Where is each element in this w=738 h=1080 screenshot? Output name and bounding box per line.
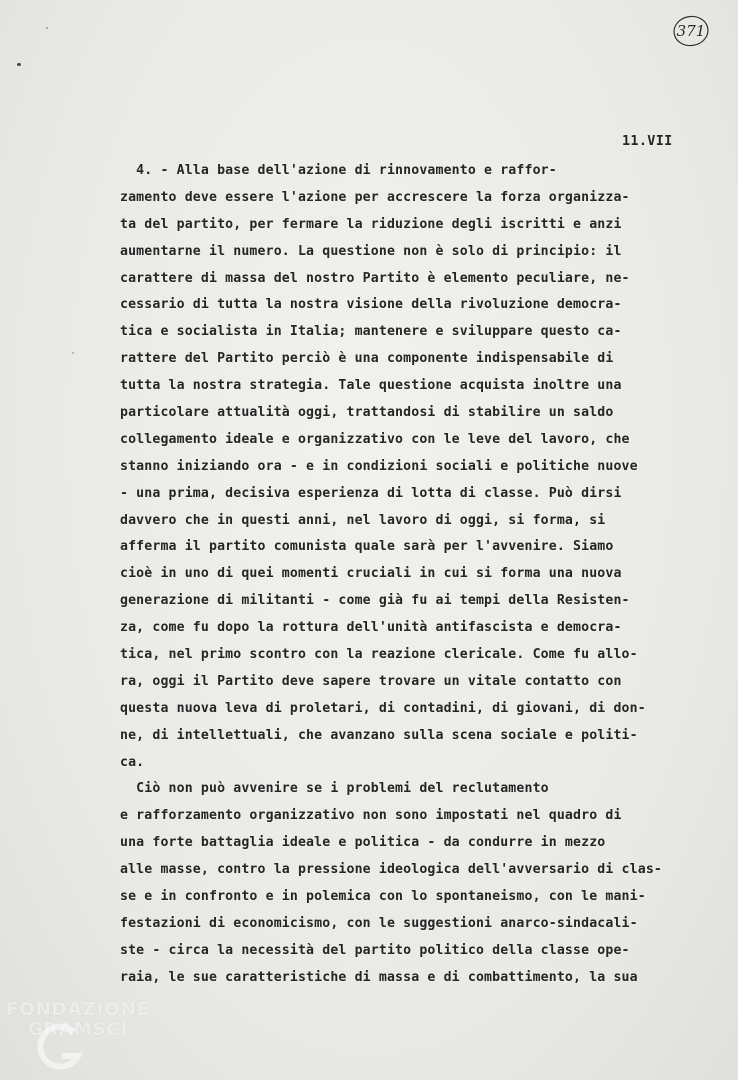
text-line: tica e socialista in Italia; mantenere e sviluppare questo ca-: [120, 324, 622, 340]
text-line: ca.: [120, 754, 145, 770]
text-line: raia, le sue caratteristiche di massa e di combattimento, la sua: [120, 969, 638, 985]
paper-speck: [46, 27, 48, 29]
text-line: 4. - Alla base dell'azione di rinnovamento e raffor-: [120, 163, 557, 178]
text-line: ste - circa la necessità del partito politico della classe ope-: [120, 942, 630, 958]
paper-speck: [17, 63, 21, 66]
watermark-line-2: GRAMSCI: [28, 1019, 129, 1040]
text-line: festazioni di economicismo, con le suggestioni anarco-sindacali-: [120, 915, 638, 931]
text-line: za, come fu dopo la rottura dell'unità antifascista e democra-: [120, 620, 622, 636]
archive-number-text: 371: [676, 22, 706, 40]
text-line: particolare attualità oggi, trattandosi di stabilire un saldo: [120, 405, 614, 421]
text-line: ne, di intellettuali, che avanzano sulla scena sociale e politi-: [120, 727, 638, 743]
text-line: se e in confronto e in polemica con lo spontaneismo, con le mani-: [120, 889, 646, 905]
text-line: carattere di massa del nostro Partito è elemento peculiare, ne-: [120, 270, 630, 286]
text-line: aumentarne il numero. La questione non è solo di principio: il: [120, 243, 622, 259]
text-line: davvero che in questi anni, nel lavoro di oggi, si forma, si: [120, 512, 606, 528]
archive-number-stamp: [672, 14, 710, 48]
text-line: una forte battaglia ideale e politica - da condurre in mezzo: [120, 835, 606, 851]
paper-speck: [72, 352, 74, 354]
text-line: rattere del Partito perciò è una componente indispensabile di: [120, 351, 614, 367]
text-line: afferma il partito comunista quale sarà per l'avvenire. Siamo: [120, 539, 614, 555]
watermark-g-logo-icon: [34, 1022, 84, 1076]
text-line: questa nuova leva di proletari, di contadini, di giovani, di don-: [120, 700, 646, 716]
fondazione-gramsci-watermark: [6, 1000, 150, 1040]
watermark-line-1: FONDAZIONE: [6, 999, 150, 1020]
text-line: e rafforzamento organizzativo non sono impostati nel quadro di: [120, 808, 622, 824]
text-line: cioè in uno di quei momenti cruciali in cui si forma una nuova: [120, 566, 622, 582]
text-line: zamento deve essere l'azione per accrescere la forza organizza-: [120, 189, 630, 205]
text-line: alle masse, contro la pressione ideologica dell'avversario di clas-: [120, 862, 662, 878]
typewritten-body: [120, 158, 700, 992]
text-line: ta del partito, per fermare la riduzione degli iscritti e anzi: [120, 216, 622, 232]
text-line: tutta la nostra strategia. Tale questione acquista inoltre una: [120, 378, 622, 394]
text-line: stanno iniziando ora - e in condizioni sociali e politiche nuove: [120, 458, 638, 474]
text-line: generazione di militanti - come già fu ai tempi della Resisten-: [120, 593, 630, 609]
text-line: Ciò non può avvenire se i problemi del reclutamento: [120, 781, 549, 797]
page-date: 11.VII: [622, 133, 673, 149]
text-line: tica, nel primo scontro con la reazione clericale. Come fu allo-: [120, 647, 638, 663]
text-line: cessario di tutta la nostra visione della rivoluzione democra-: [120, 297, 622, 313]
text-line: collegamento ideale e organizzativo con le leve del lavoro, che: [120, 431, 630, 447]
text-line: - una prima, decisiva esperienza di lotta di classe. Può dirsi: [120, 485, 622, 501]
text-line: ra, oggi il Partito deve sapere trovare un vitale contatto con: [120, 673, 622, 689]
